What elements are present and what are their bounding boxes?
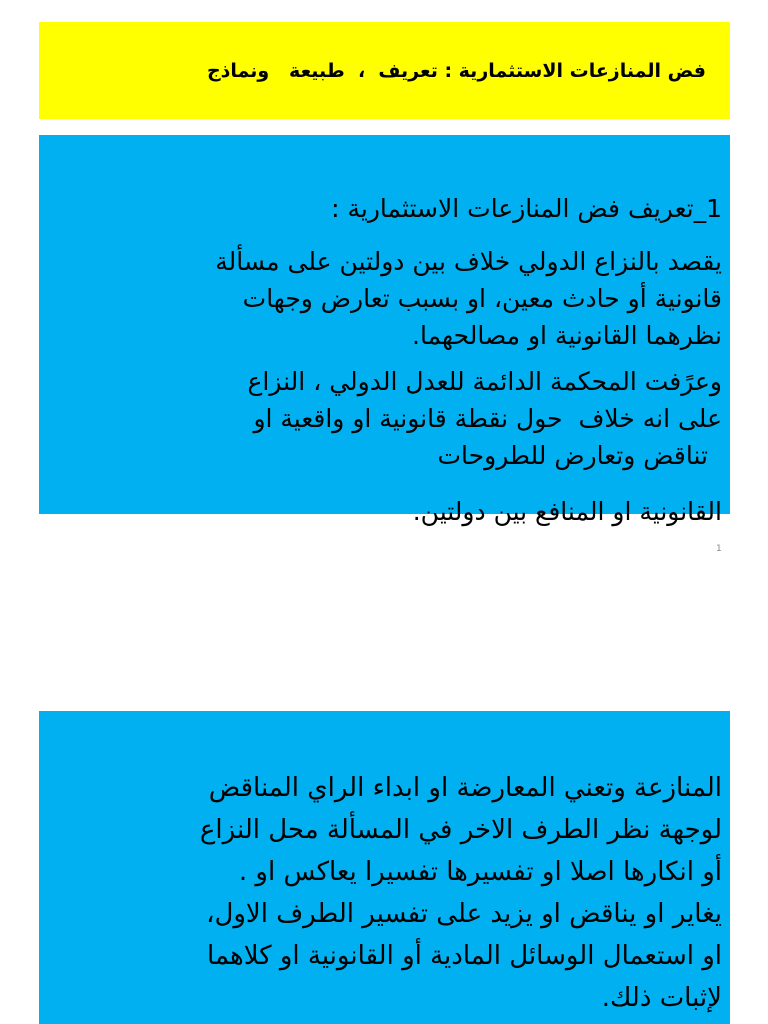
para1-line-2: قانونية أو حادث معين، او بسبب تعارض وجهات [242, 284, 722, 313]
para1-line-3: نظرهما القانونية او مصالحهما. [412, 321, 722, 350]
dispute-line-1: المنازعة وتعني المعارضة او ابداء الراي المناقض [208, 773, 722, 803]
section-heading [82, 190, 722, 227]
slide-title: فض المنازعات الاستثمارية : تعريف ، طبيعة ونماذج [206, 59, 706, 82]
para2-line-3: تناقض وتعارض للطروحات [437, 441, 708, 470]
dispute-paragraph [82, 767, 722, 1019]
definition-paragraph-2-end [82, 493, 722, 530]
para2-line-1: وعرًفت المحكمة الدائمة للعدل الدولي ، النزاع [247, 367, 722, 396]
dispute-line-6: لإثبات ذلك. [601, 983, 722, 1013]
definition-paragraph-1 [82, 243, 722, 354]
para1-line-1: يقصد بالنزاع الدولي خلاف بين دولتين على مسألة [215, 247, 722, 276]
para2-line-4: القانونية او المنافع بين دولتين. [412, 497, 722, 526]
dispute-line-5: او استعمال الوسائل المادية أو القانونية او كلاهما [207, 941, 722, 971]
dispute-line-3: أو انكارها اصلا او تفسيرها تفسيرا يعاكس او . [238, 857, 722, 887]
para2-line-2: على انه خلاف حول نقطة قانونية او واقعية او [253, 404, 722, 433]
page-number: 1 [716, 544, 722, 554]
heading-line: 1_تعريف فض المنازعات الاستثمارية : [331, 194, 722, 223]
title-banner [39, 22, 730, 119]
definition-paragraph-2 [82, 363, 722, 474]
dispute-line-2: لوجهة نظر الطرف الاخر في المسألة محل النزاع [199, 815, 722, 845]
dispute-line-4: يغاير او يناقض او يزيد على تفسير الطرف الاول، [206, 899, 722, 929]
